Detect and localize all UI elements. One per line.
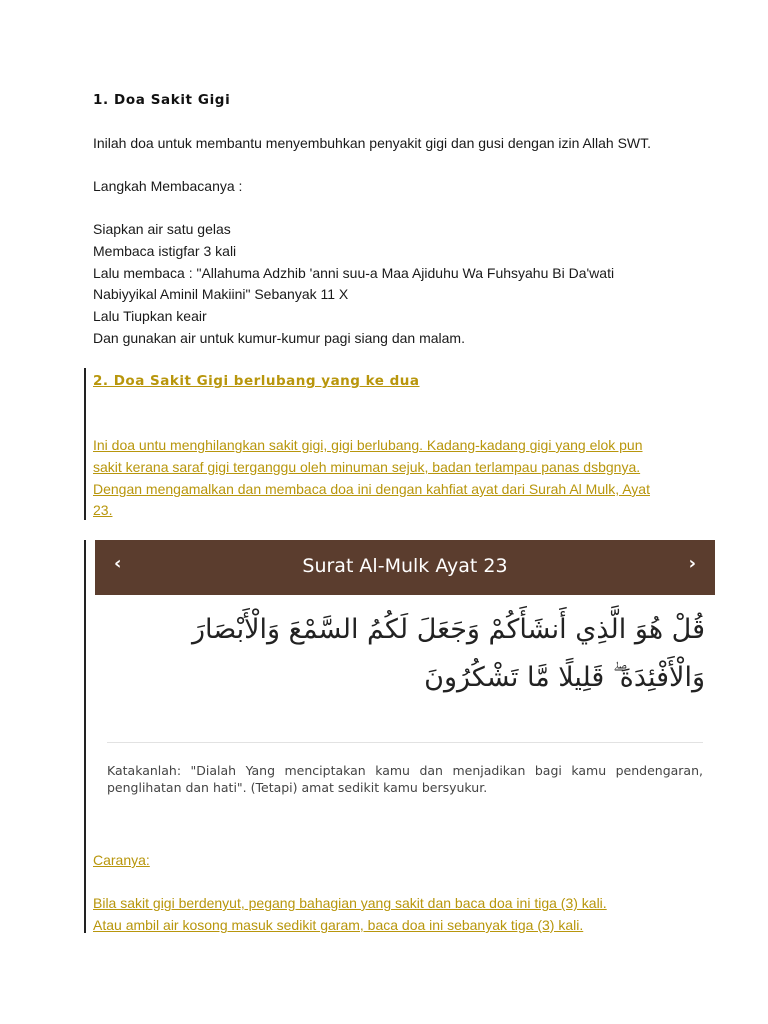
caranya-label-link[interactable]: Caranya: (93, 852, 150, 868)
step-line: Dan gunakan air untuk kumur-kumur pagi siang dan malam. (93, 330, 465, 346)
paragraph-link-line[interactable]: sakit kerana saraf gigi terganggu oleh minuman sejuk, badan terlampau panas dsbgnya. (93, 459, 641, 475)
change-bar (84, 368, 86, 520)
figure-title: Surat Al-Mulk Ayat 23 (302, 555, 508, 577)
paragraph-link-line[interactable]: 23. (93, 502, 113, 518)
arabic-verse: قُلْ هُوَ الَّذِي أَنشَأَكُمْ وَجَعَلَ لَكُمُ السَّمْعَ وَالْأَبْصَارَ وَالْأَفْئِدَةَ ۖ قَلِيلًا مَّا تَشْكُرُونَ (191, 614, 705, 693)
caranya-line-link[interactable]: Bila sakit gigi berdenyut, pegang bahagian yang sakit dan baca doa ini tiga (3) kali. (93, 895, 607, 911)
paragraph-link-line[interactable]: Ini doa untu menghilangkan sakit gigi, gigi berlubang. Kadang-kadang gigi yang elok pun (93, 437, 643, 453)
caranya-line-link[interactable]: Atau ambil air kosong masuk sedikit garam, baca doa ini sebanyak tiga (3) kali. (93, 917, 584, 933)
section-2-heading-link[interactable]: 2. Doa Sakit Gigi berlubang yang ke dua (93, 373, 420, 389)
verse-translation: Katakanlah: "Dialah Yang menciptakan kamu dan menjadikan bagi kamu pendengaran, penglihatan dan hati". (Tetapi) amat sedikit kamu bersyukur. (107, 763, 703, 795)
figure-header (95, 540, 715, 595)
chevron-left-icon[interactable]: ‹ (114, 553, 122, 574)
step-line: Membaca istigfar 3 kali (93, 243, 237, 259)
step-line: Nabiyyikal Aminil Makiini" Sebanyak 11 X (93, 286, 349, 302)
step-line: Lalu Tiupkan keair (93, 308, 207, 324)
section-1-heading: 1. Doa Sakit Gigi (93, 92, 231, 108)
chevron-right-icon[interactable]: › (688, 553, 696, 574)
step-line: Siapkan air satu gelas (93, 221, 231, 237)
section-1-intro: Inilah doa untuk membantu menyembuhkan penyakit gigi dan gusi dengan izin Allah SWT. (93, 135, 652, 151)
divider (107, 742, 703, 743)
paragraph-link-line[interactable]: Dengan mengamalkan dan membaca doa ini dengan kahfiat ayat dari Surah Al Mulk, Ayat (93, 481, 650, 497)
step-line: Lalu membaca : "Allahuma Adzhib 'anni suu-a Maa Ajiduhu Wa Fuhsyahu Bi Da'wati (93, 265, 615, 281)
change-bar (84, 540, 86, 933)
steps-label: Langkah Membacanya : (93, 178, 243, 194)
